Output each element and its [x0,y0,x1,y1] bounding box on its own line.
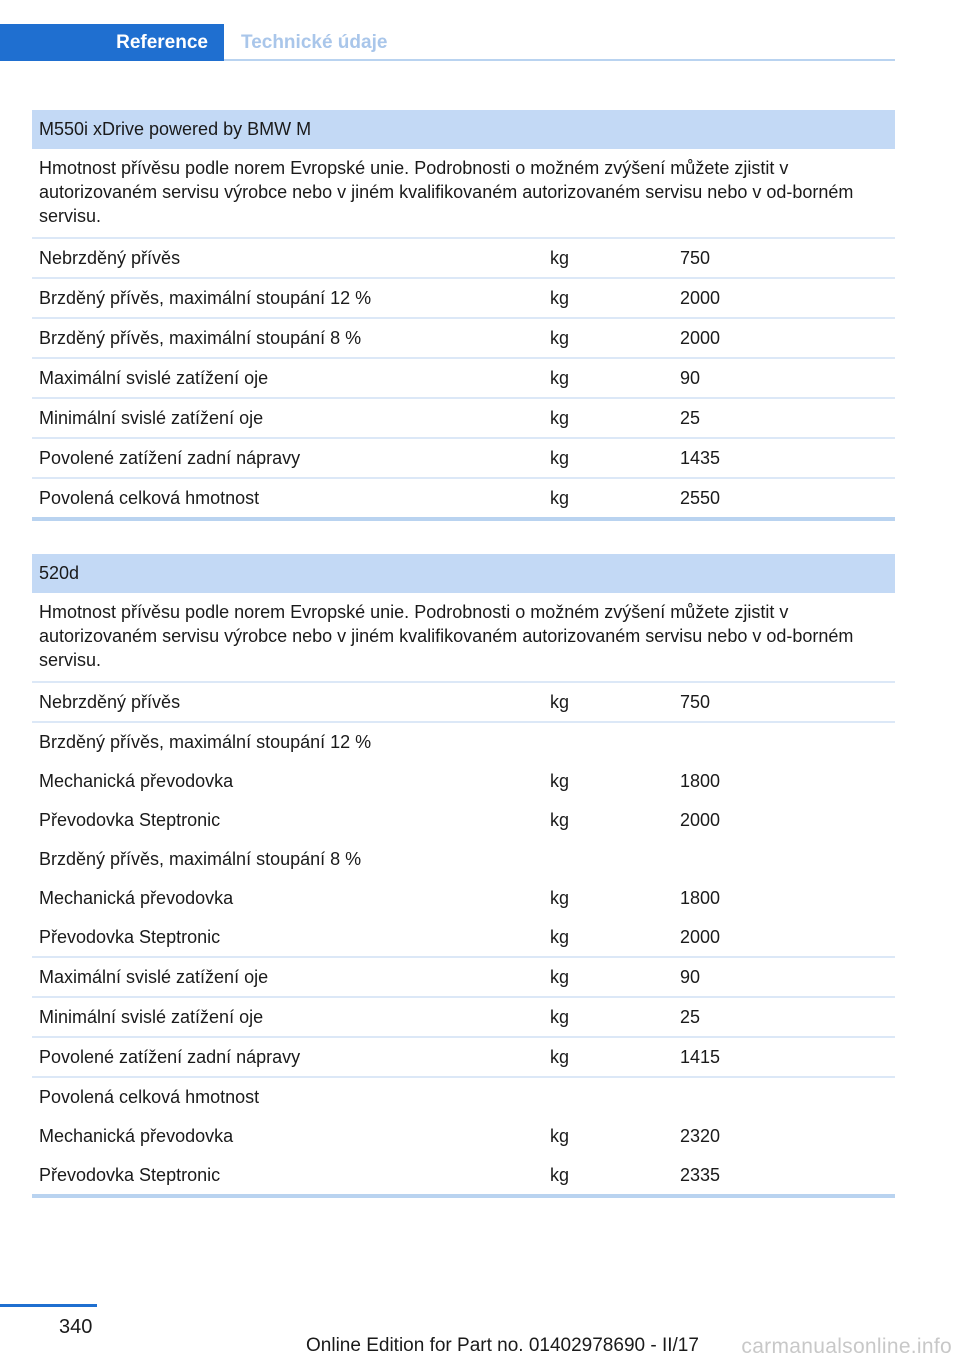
row-value: 750 [680,691,711,712]
spec-table-m550i [32,110,895,521]
row-label: Maximální svislé zatížení oje [39,966,269,987]
table-row [32,998,895,1038]
row-unit: kg [550,487,570,508]
row-unit: kg [550,1126,570,1146]
row-value: 1800 [680,771,721,791]
row-value: 25 [680,1006,701,1027]
header-tabbar [0,24,895,61]
footer-edition-text: Online Edition for Part no. 01402978690 - II/17 [306,1335,699,1356]
row-label: Maximální svislé zatížení oje [39,367,269,388]
row-unit: kg [550,1164,570,1185]
row-label: Brzděný přívěs, maximální stoupání 12 % [39,732,372,752]
table-note: Hmotnost přívěsu podle norem Evropské unie. Podrobnosti o možném zvýšení můžete zjistit v autorizovaném servisu výrobce nebo v jiném kvalifikovaném autorizovaném servisu nebo v od‐borném servisu. [32,149,895,239]
row-value: 2000 [680,327,721,348]
table-row [32,918,895,958]
row-value: 2335 [680,1164,721,1185]
row-value: 1415 [680,1046,721,1067]
row-unit: kg [550,367,570,388]
row-value: 2550 [680,487,721,508]
row-value: 750 [680,247,711,268]
table-row [32,1117,895,1156]
table-row [32,439,895,479]
table-row [32,958,895,998]
row-unit: kg [550,287,570,308]
table-group-heading [32,723,895,762]
row-label: Mechanická převodovka [39,888,234,908]
row-value: 90 [680,966,701,987]
table-row [32,1156,895,1198]
table-title: M550i xDrive powered by BMW M [32,110,895,149]
row-label: Mechanická převodovka [39,1126,234,1146]
table-row [32,1038,895,1078]
row-unit: kg [550,771,570,791]
table-row [32,879,895,918]
row-unit: kg [550,447,570,468]
row-label: Brzděný přívěs, maximální stoupání 8 % [39,327,362,348]
row-unit: kg [550,888,570,908]
row-label: Minimální svislé zatížení oje [39,1006,264,1027]
row-label: Brzděný přívěs, maximální stoupání 12 % [39,287,372,308]
row-value: 1435 [680,447,721,468]
page-number: 340 [59,1316,93,1338]
row-label: Povolené zatížení zadní nápravy [39,447,301,468]
row-unit: kg [550,1046,570,1067]
row-value: 2000 [680,287,721,308]
row-value: 2000 [680,926,721,947]
tab-reference[interactable]: Reference [0,24,224,61]
row-label: Povolené zatížení zadní nápravy [39,1046,301,1067]
row-label: Nebrzděný přívěs [39,691,181,712]
row-label: Mechanická převodovka [39,771,234,791]
row-label: Převodovka Steptronic [39,926,221,947]
row-unit: kg [550,810,570,830]
row-value: 90 [680,367,701,388]
table-row [32,359,895,399]
page-number-rule [0,1304,97,1307]
table-group-heading [32,840,895,879]
row-label: Brzděný přívěs, maximální stoupání 8 % [39,849,362,869]
table-row [32,399,895,439]
row-label: Převodovka Steptronic [39,810,221,830]
row-unit: kg [550,1006,570,1027]
table-title: 520d [32,554,895,593]
watermark: carmanualsonline.info [741,1335,952,1358]
table-row [32,762,895,801]
row-unit: kg [550,407,570,428]
row-label: Minimální svislé zatížení oje [39,407,264,428]
table-group-heading [32,1078,895,1117]
row-unit: kg [550,966,570,987]
row-unit: kg [550,691,570,712]
row-unit: kg [550,327,570,348]
table-note: Hmotnost přívěsu podle norem Evropské unie. Podrobnosti o možném zvýšení můžete zjistit v autorizovaném servisu výrobce nebo v jiném kvalifikovaném autorizovaném servisu nebo v od‐borném servisu. [32,593,895,683]
row-value: 1800 [680,888,721,908]
table-row [32,239,895,279]
row-unit: kg [550,926,570,947]
row-label: Povolená celková hmotnost [39,1087,260,1107]
table-row [32,683,895,723]
row-unit: kg [550,247,570,268]
table-row [32,279,895,319]
row-value: 2320 [680,1126,721,1146]
row-label: Převodovka Steptronic [39,1164,221,1185]
row-label: Nebrzděný přívěs [39,247,181,268]
row-value: 2000 [680,810,721,830]
row-label: Povolená celková hmotnost [39,487,260,508]
tab-technical-data[interactable]: Technické údaje [241,32,388,53]
row-value: 25 [680,407,701,428]
table-row [32,479,895,521]
spec-table-520d [32,554,895,1198]
table-row [32,801,895,840]
table-row [32,319,895,359]
